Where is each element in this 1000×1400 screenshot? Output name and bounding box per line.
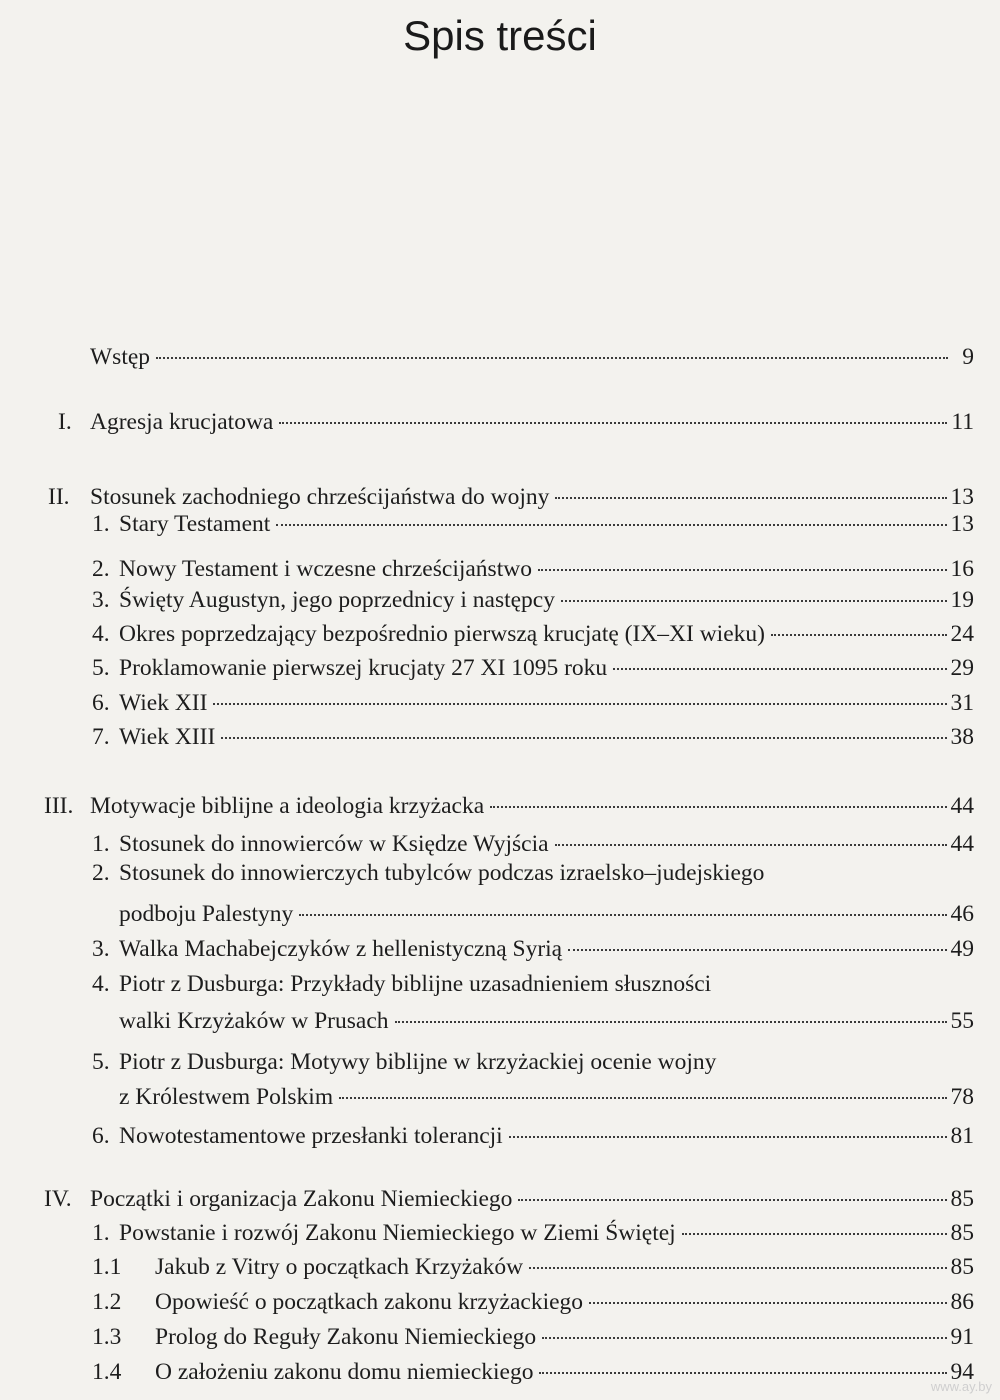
page-title: Spis treści [403,12,597,59]
toc-entry [0,583,1000,617]
entry-page: 11 [951,409,974,435]
toc-entry [0,932,1000,966]
entry-page: 49 [950,936,974,962]
entry-number: III. [44,793,74,819]
entry-number: 7. [92,724,110,750]
entry-number: 2. [92,556,110,582]
dot-leader [771,634,947,636]
dot-leader [589,1302,946,1304]
toc-entry [0,1355,1000,1389]
entry-title: O założeniu zakonu domu niemieckiego [155,1359,534,1385]
toc-entry [0,507,1000,541]
entry-title: Powstanie i rozwój Zakonu Niemieckiego w Ziemi Świętej [119,1220,676,1246]
entry-title: Stosunek do innowierców w Księdze Wyjścia [119,831,549,857]
entry-title: Święty Augustyn, jego poprzednicy i następcy [119,587,555,613]
entry-title: Nowotestamentowe przesłanki tolerancji [119,1123,503,1149]
dot-leader [490,806,946,808]
entry-title: z Królestwem Polskim [119,1084,334,1110]
toc-entry [0,1004,1000,1038]
toc-entry [0,651,1000,685]
entry-title: Nowy Testament i wczesne chrześcijaństwo [119,556,532,582]
entry-title: podboju Palestyny [119,901,294,927]
entry-page: 19 [950,587,974,613]
dot-leader [213,703,946,705]
entry-number: 6. [92,1123,110,1149]
entry-page: 94 [950,1359,974,1385]
dot-leader [561,600,947,602]
entry-number: 2. [92,860,110,886]
entry-title: Jakub z Vitry o początkach Krzyżaków [155,1254,524,1280]
toc-entry [0,1320,1000,1354]
entry-number: 3. [92,587,110,613]
entry-number: 6. [92,690,110,716]
entry-page: 38 [950,724,974,750]
entry-title: Walka Machabejczyków z hellenistyczną Syrią [119,936,563,962]
toc-entry [0,1285,1000,1319]
dot-leader [276,524,946,526]
toc-entry [0,967,1000,1001]
entry-title: Wstęp [90,344,151,370]
entry-page: 85 [950,1186,974,1212]
entry-page: 29 [950,655,974,681]
toc-entry [0,552,1000,586]
toc-entry [0,789,1000,823]
entry-page: 16 [950,556,974,582]
entry-number: IV. [44,1186,72,1212]
entry-page: 13 [950,484,974,510]
entry-title: Okres poprzedzający bezpośrednio pierwszą krucjatę (IX–XI wieku) [119,621,765,647]
entry-page: 46 [950,901,974,927]
entry-number: 1. [92,831,110,857]
entry-title: Prolog do Reguły Zakonu Niemieckiego [155,1324,537,1350]
dot-leader [539,1372,946,1374]
toc-entry [0,897,1000,931]
dot-leader [299,914,946,916]
dot-leader [339,1097,946,1099]
entry-title: Początki i organizacja Zakonu Niemieckiego [90,1186,513,1212]
toc-entry [0,340,1000,374]
toc-entry [0,1250,1000,1284]
toc-entry [0,686,1000,720]
toc-entry [0,1119,1000,1153]
entry-page: 81 [950,1123,974,1149]
entry-page: 55 [950,1008,974,1034]
entry-number: 1.2 [92,1289,122,1315]
entry-page: 13 [950,511,974,537]
entry-page: 78 [950,1084,974,1110]
entry-title: Opowieść o początkach zakonu krzyżackiego [155,1289,584,1315]
entry-number: 4. [92,621,110,647]
entry-title: Wiek XII [119,690,208,716]
entry-number: 5. [92,1049,110,1075]
entry-page: 24 [950,621,974,647]
entry-title: Stary Testament [119,511,271,537]
entry-page: 31 [950,690,974,716]
entry-number: 4. [92,971,110,997]
entry-title: walki Krzyżaków w Prusach [119,1008,389,1034]
dot-leader [529,1267,946,1269]
dot-leader [568,949,946,951]
entry-number: 1. [92,511,110,537]
watermark: www.ay.by [930,1379,992,1394]
toc-entry [0,617,1000,651]
dot-leader [555,497,946,499]
entry-page: 85 [950,1254,974,1280]
toc-entry [0,856,1000,890]
dot-leader [156,357,948,359]
entry-title: Proklamowanie pierwszej krucjaty 27 XI 1095 roku [119,655,608,681]
entry-page: 85 [950,1220,974,1246]
entry-number: I. [58,409,72,435]
entry-title: Piotr z Dusburga: Przykłady biblijne uzasadnieniem słuszności [119,971,712,997]
entry-title: Agresja krucjatowa [90,409,274,435]
dot-leader [518,1199,946,1201]
toc-entry [0,1216,1000,1250]
entry-title: Stosunek zachodniego chrześcijaństwa do wojny [90,484,550,510]
entry-page: 9 [962,344,974,370]
toc-entry [0,1080,1000,1114]
toc-entry [0,1045,1000,1079]
toc-entry [0,720,1000,754]
entry-number: 1.4 [92,1359,122,1385]
entry-title: Motywacje biblijne a ideologia krzyżacka [90,793,485,819]
entry-title: Wiek XIII [119,724,216,750]
entry-number: 1.1 [92,1254,122,1280]
dot-leader [682,1233,947,1235]
dot-leader [542,1337,946,1339]
dot-leader [221,737,946,739]
entry-page: 44 [950,831,974,857]
entry-title: Stosunek do innowierczych tubylców podczas izraelsko–judejskiego [119,860,765,886]
entry-number: 1.3 [92,1324,122,1350]
toc-entry [0,1182,1000,1216]
dot-leader [613,668,946,670]
entry-title: Piotr z Dusburga: Motywy biblijne w krzyżackiej ocenie wojny [119,1049,717,1075]
dot-leader [279,422,947,424]
dot-leader [555,844,947,846]
entry-number: 1. [92,1220,110,1246]
toc-entry [0,405,1000,439]
entry-page: 86 [950,1289,974,1315]
dot-leader [509,1136,947,1138]
dot-leader [538,569,947,571]
entry-page: 91 [950,1324,974,1350]
entry-number: 3. [92,936,110,962]
dot-leader [395,1021,947,1023]
entry-number: 5. [92,655,110,681]
entry-page: 44 [950,793,974,819]
entry-number: II. [48,484,70,510]
